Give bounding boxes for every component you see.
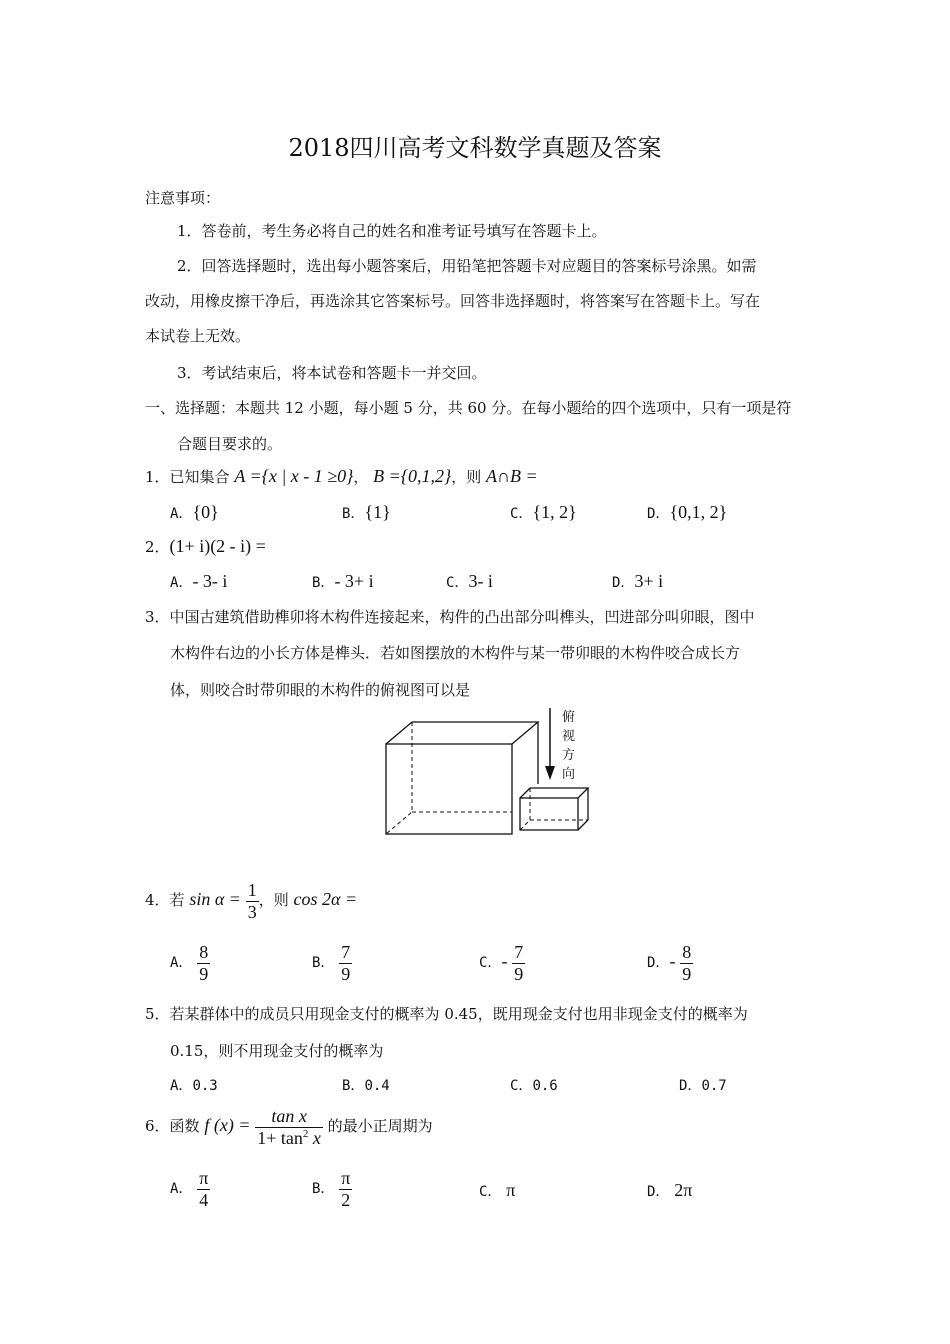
question-6-option-d[interactable]: D． 2π <box>647 1180 693 1200</box>
figure-label-char-1: 俯 <box>562 710 576 725</box>
question-2-option-d[interactable]: D．3+ i <box>612 571 664 591</box>
question-6-option-b[interactable]: B． $\frac{\pi}{2}$ <box>312 1168 351 1210</box>
question-4 <box>145 880 357 922</box>
question-2-option-c[interactable]: C．3- i <box>446 571 493 591</box>
question-1-option-a[interactable]: A．{0} <box>170 502 219 522</box>
question-1 <box>145 466 538 487</box>
question-2-option-a[interactable]: A．- 3- i <box>170 571 228 591</box>
question-6-option-a[interactable]: A． $\frac{\pi}{4}$ <box>170 1168 209 1210</box>
question-4-prefix: 4．若 <box>145 891 185 910</box>
question-6-function: f (x) = <box>204 1115 251 1136</box>
question-4-sin: sin α = <box>189 889 241 910</box>
question-5-option-b[interactable]: B．0.4 <box>342 1078 390 1094</box>
figure-label-char-2: 视 <box>562 729 576 744</box>
figure-label-char-3: 方 <box>562 748 576 763</box>
section-1-heading-line-1: 一、选择题：本题共 12 小题，每小题 5 分，共 60 分。在每小题给的四个选项中，只有一项是符 <box>145 399 792 417</box>
tenon-side <box>578 788 588 830</box>
question-5-option-a[interactable]: A．0.3 <box>170 1078 218 1094</box>
question-3-line-3: 体，则咬合时带卯眼的木构件的俯视图可以是 <box>170 681 471 699</box>
question-5-option-c[interactable]: C．0.6 <box>510 1078 558 1094</box>
question-6-prefix: 6．函数 <box>145 1117 200 1136</box>
large-block-top <box>386 722 538 744</box>
question-3-line-1: 3．中国古建筑借助榫卯将木构件连接起来，构件的凸出部分叫榫头，凹进部分叫卯眼，图中 <box>145 608 755 626</box>
question-1-prefix: 1．已知集合 <box>145 468 230 486</box>
question-1-option-b[interactable]: B．{1} <box>342 502 391 522</box>
question-4-then: ，则 <box>258 891 289 910</box>
question-1-option-c[interactable]: C．{1, 2} <box>510 502 577 522</box>
notice-item-3: 3．考试结束后，将本试卷和答题卡一并交回。 <box>177 364 487 382</box>
question-6-option-c[interactable]: C． π <box>479 1180 516 1200</box>
question-5-line-1: 5．若某群体中的成员只用现金支付的概率为 0.45，既用现金支付也用非现金支付的概率为 <box>145 1005 748 1023</box>
question-1-then: ，则 <box>451 468 482 486</box>
question-4-option-c[interactable]: C．- $\frac{7}{9}$ <box>479 942 524 984</box>
question-2-prefix: 2． <box>145 538 170 556</box>
question-2-option-b[interactable]: B．- 3+ i <box>312 571 374 591</box>
notice-item-2-line-3: 本试卷上无效。 <box>145 327 251 345</box>
tenon-front <box>520 798 578 830</box>
tenon-hidden-left <box>520 788 530 830</box>
page-title: 2018四川高考文科数学真题及答案 <box>288 134 662 162</box>
question-6-suffix: 的最小正周期为 <box>327 1117 433 1136</box>
notice-item-2-line-2: 改动，用橡皮擦干净后，再选涂其它答案标号。回答非选择题时，将答案写在答题卡上。写在 <box>145 292 761 310</box>
question-1-set-b: B ={0,1,2} <box>373 466 452 486</box>
question-5-option-d[interactable]: D．0.7 <box>679 1078 727 1094</box>
view-direction-arrow-head <box>545 766 555 780</box>
question-5-line-2: 0.15，则不用现金支付的概率为 <box>170 1042 384 1060</box>
question-4-fraction: $\frac{1}{3}$ <box>247 880 257 922</box>
notice-heading: 注意事项： <box>145 189 221 207</box>
wooden-block-figure <box>380 700 610 850</box>
figure-label-char-4: 向 <box>562 767 576 782</box>
question-2 <box>145 536 266 557</box>
large-block-front <box>386 744 512 834</box>
question-1-option-d[interactable]: D．{0,1, 2} <box>647 502 728 522</box>
question-1-expression: A∩B = <box>485 466 538 486</box>
section-1-heading-line-2: 合题目要求的。 <box>177 435 283 453</box>
question-4-option-d[interactable]: D．- $\frac{8}{9}$ <box>647 942 692 984</box>
question-1-separator: ， <box>353 468 369 486</box>
question-6 <box>145 1106 433 1148</box>
question-4-option-a[interactable]: A． $\frac{8}{9}$ <box>170 942 209 984</box>
notice-item-2-line-1: 2．回答选择题时，选出每小题答案后，用铅笔把答题卡对应题目的答案标号涂黑。如需 <box>177 257 757 275</box>
large-block-hidden-left <box>386 722 412 834</box>
question-4-option-b[interactable]: B． $\frac{7}{9}$ <box>312 942 351 984</box>
question-2-expression: (1+ i)(2 - i) = <box>169 536 266 556</box>
notice-item-1: 1．答卷前，考生务必将自己的姓名和准考证号填写在答题卡上。 <box>177 222 607 240</box>
question-1-set-a: A ={x | x - 1 ≥0} <box>234 466 354 486</box>
question-3-line-2: 木构件右边的小长方体是榫头．若如图摆放的木构件与某一带卯眼的木构件咬合成长方 <box>170 644 741 662</box>
question-6-fraction: $\frac{\text{tan x}}{1+ \tan^2 x}$ <box>257 1106 321 1148</box>
question-4-cos: cos 2α = <box>293 889 358 910</box>
